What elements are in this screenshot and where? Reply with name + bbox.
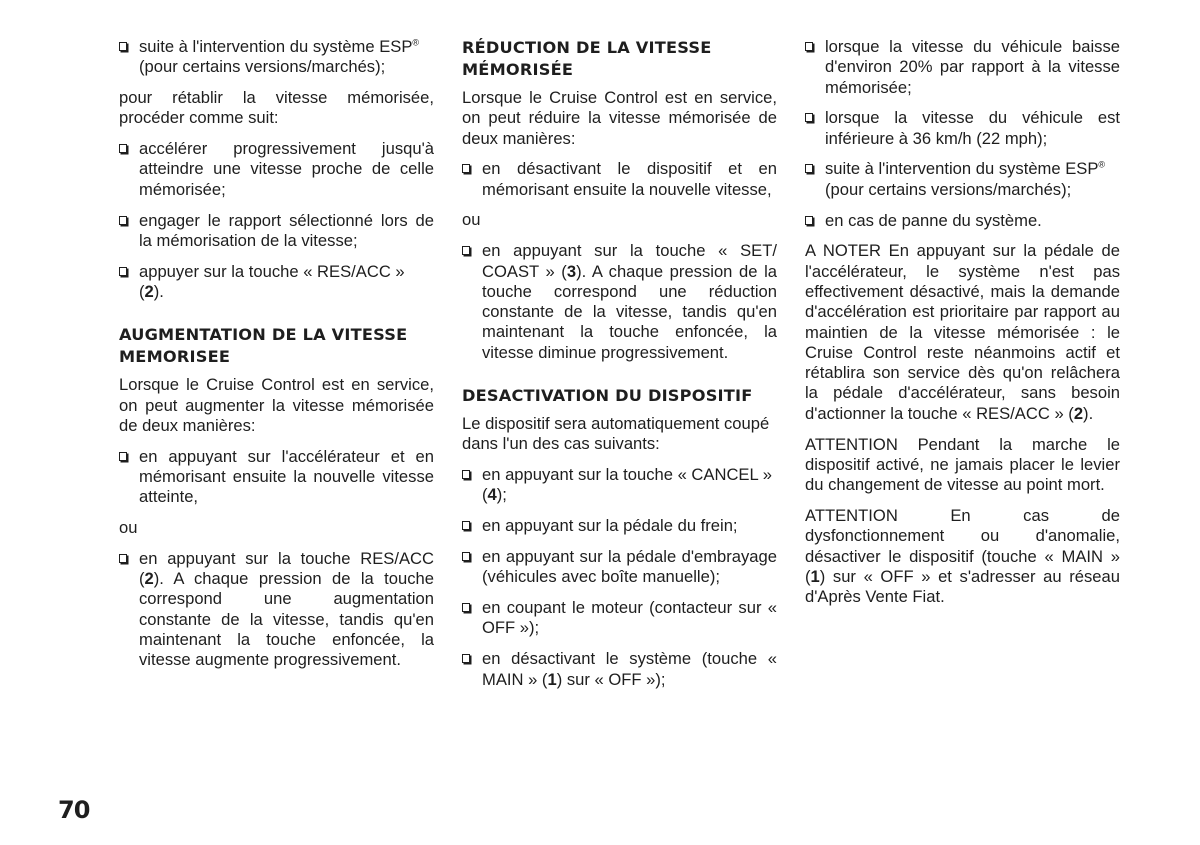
checkbox-bullet-icon [462, 603, 470, 612]
bullet-cancel: en appuyant sur la touche « CANCEL » (4); [462, 465, 777, 506]
checkbox-bullet-icon [805, 216, 813, 225]
bullet-accelerate: accélérer progressivement jusqu'à atteindre une vitesse proche de celle mémorisée; [119, 139, 434, 200]
checkbox-bullet-icon [462, 470, 470, 479]
page-number: 70 [58, 796, 90, 824]
bullet-speed-below: lorsque la vitesse du véhicule est inférieure à 36 km/h (22 mph); [805, 108, 1120, 149]
text-ou: ou [119, 518, 138, 538]
bullet-esp-intervention: suite à l'intervention du système ESP® (pour certains versions/marchés); [805, 159, 1120, 200]
bullet-system-failure: en cas de panne du système. [805, 211, 1120, 231]
checkbox-bullet-icon [462, 246, 470, 255]
bullet-res-acc-press: en appuyant sur la touche RES/ACC (2). A chaque pression de la touche correspond une augmentation constante de la vitesse, tandis qu'en maintenant la touche enfoncée, la vitesse augmente progressivement. [119, 549, 434, 671]
bullet-engine-off: en coupant le moteur (contacteur sur « OFF »); [462, 598, 777, 639]
bullet-esp-intervention: suite à l'intervention du système ESP® (pour certains versions/marchés); [119, 37, 434, 78]
checkbox-bullet-icon [462, 521, 470, 530]
checkbox-bullet-icon [119, 452, 127, 461]
column-2 [462, 37, 777, 700]
bullet-speed-drop: lorsque la vitesse du véhicule baisse d'environ 20% par rapport à la vitesse mémorisée; [805, 37, 1120, 98]
bullet-accelerator-memorize: en appuyant sur l'accélérateur et en mémorisant ensuite la nouvelle vitesse atteinte, [119, 447, 434, 508]
checkbox-bullet-icon [119, 42, 127, 51]
paragraph-deactivation-intro: Le dispositif sera automatiquement coupé dans l'un des cas suivants: [462, 414, 770, 454]
checkbox-bullet-icon [805, 164, 813, 173]
checkbox-bullet-icon [462, 654, 470, 663]
checkbox-bullet-icon [805, 113, 813, 122]
heading-reduce-speed: RÉDUCTION DE LA VITESSE MÉMORISÉE [462, 38, 712, 79]
paragraph-increase-intro: Lorsque le Cruise Control est en service, on peut augmenter la vitesse mémorisée de deux manières: [119, 375, 434, 435]
checkbox-bullet-icon [805, 42, 813, 51]
checkbox-bullet-icon [119, 144, 127, 153]
paragraph-reduce-intro: Lorsque le Cruise Control est en service, on peut réduire la vitesse mémorisée de deux manières: [462, 88, 777, 148]
bullet-clutch: en appuyant sur la pédale d'embrayage (véhicules avec boîte manuelle); [462, 547, 777, 588]
heading-deactivation: DESACTIVATION DU DISPOSITIF [462, 386, 753, 406]
bullet-set-coast: en appuyant sur la touche « SET/ COAST » (3). A chaque pression de la touche correspond une réduction constante de la vitesse, tandis qu'en maintenant la touche enfoncée, la vitesse diminue progressivement. [462, 241, 777, 363]
paragraph-restore-speed: pour rétablir la vitesse mémorisée, procéder comme suit: [119, 88, 434, 128]
checkbox-bullet-icon [119, 267, 127, 276]
column-1 [119, 37, 434, 681]
column-3 [805, 37, 1120, 618]
bullet-press-res-acc: appuyer sur la touche « RES/ACC » (2). [119, 262, 434, 303]
heading-increase-speed: AUGMENTATION DE LA VITESSE MEMORISEE [119, 325, 408, 367]
bullet-engage-gear: engager le rapport sélectionné lors de la mémorisation de la vitesse; [119, 211, 434, 252]
checkbox-bullet-icon [462, 164, 470, 173]
text-ou: ou [462, 210, 481, 230]
checkbox-bullet-icon [119, 554, 127, 563]
paragraph-note: A NOTER En appuyant sur la pédale de l'accélérateur, le système n'est pas effectivement désactivé, mais la demande d'accélération est prioritaire par rapport au maintien de la vitesse mémorisée : le Cruise Control reste néanmoins actif et rétablira son service dès qu'on relâchera la pédale d'accélérateur, sans besoin d'actionner la touche « RES/ACC » (2). [805, 241, 1120, 423]
paragraph-attention-neutral: ATTENTION Pendant la marche le dispositif activé, ne jamais placer le levier du changement de vitesse au point mort. [805, 434, 1120, 495]
checkbox-bullet-icon [462, 552, 470, 561]
bullet-brake: en appuyant sur la pédale du frein; [462, 516, 777, 536]
checkbox-bullet-icon [119, 216, 127, 225]
paragraph-attention-malfunction: ATTENTION En cas de dysfonctionnement ou d'anomalie, désactiver le dispositif (touche « MAIN » (1) sur « OFF » et s'adresser au réseau d'Après Vente Fiat. [805, 505, 1120, 607]
bullet-main-off: en désactivant le système (touche « MAIN » (1) sur « OFF »); [462, 649, 777, 690]
bullet-deactivate-memorize: en désactivant le dispositif et en mémorisant ensuite la nouvelle vitesse, [462, 159, 777, 200]
